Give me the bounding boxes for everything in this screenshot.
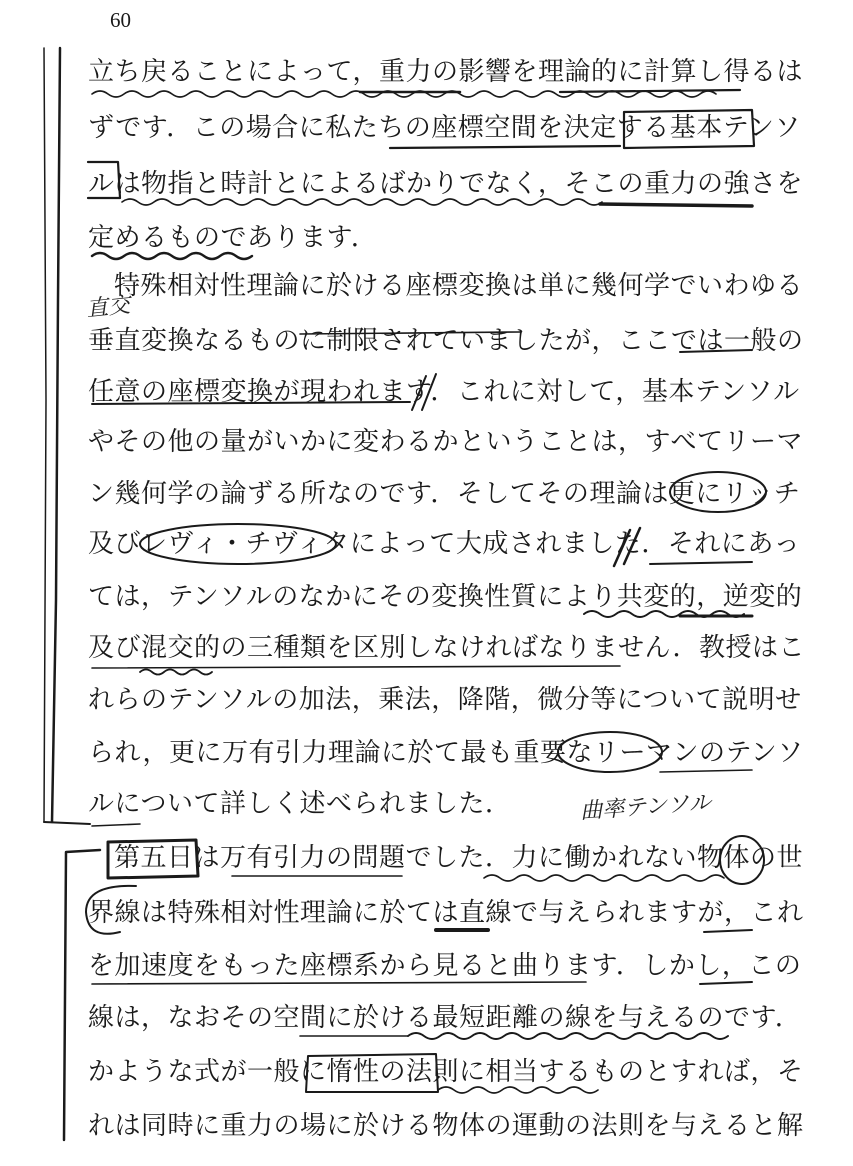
text-line: 立ち戻ることによって，重力の影響を理論的に計算し得るは [88,57,803,87]
text-line: ずです．この場合に私たちの座標空間を決定する基本テンソ [88,113,801,143]
text-line: かような式が一般に惰性の法則に相当するものとすれば，そ [88,1057,804,1087]
text-line: 及び混交的の三種類を区別しなければなりません．教授はこ [88,633,806,663]
text-line: ては，テンソルのなかにその変換性質により共変的，逆変的 [88,582,803,612]
text-line: 垂直変換なるものに制限されていましたが，ここでは一般の [88,326,804,356]
text-line: 及びレヴィ・チヴィタによって大成されました．それにあっ [88,529,801,559]
text-line: れは同時に重力の場に於ける物体の運動の法則を与えると解 [88,1111,804,1141]
text-line: ルについて詳しく述べられました． [88,789,512,819]
text-line: 定めるものであります． [88,223,378,253]
text-line: 界線は特殊相対性理論に於ては直線で与えられますが，これ [88,898,804,928]
text-line: を加速度をもった座標系から見ると曲ります．しかし，この [88,951,802,981]
text-line: ン幾何学の論ずる所なのです．そしてその理論は更にリッチ [88,479,801,509]
margin-bracket [52,48,60,822]
wavy-underline [140,670,212,675]
text-line: 第五日は万有引力の問題でした．力に働かれない物体の世 [114,843,804,873]
text-line: ルは物指と時計とによるばかりでなく，そこの重力の強さを [88,169,803,199]
text-line: られ，更に万有引力理論に於て最も重要なリーマンのテンソ [88,738,804,768]
text-line: 特殊相対性理論に於ける座標変換は単に幾何学でいわゆる [114,271,804,301]
text-line: れらのテンソルの加法，乗法，降階，微分等について説明せ [88,685,802,715]
handwritten-note-left: 直交 [85,292,132,323]
margin-bracket [44,822,90,824]
text-line: 線は，なおその空間に於ける最短距離の線を与えるのです． [88,1003,802,1033]
underline [92,824,140,826]
text-line: 任意の座標変換が現われます．これに対して，基本テンソル [88,377,800,407]
page-number: 60 [110,8,131,32]
text-line: やその他の量がいかに変わるかということは，すべてリーマ [88,427,803,457]
margin-bracket [44,48,46,822]
underline [600,204,752,206]
handwritten-note-right: 曲率テンソル [579,790,712,825]
